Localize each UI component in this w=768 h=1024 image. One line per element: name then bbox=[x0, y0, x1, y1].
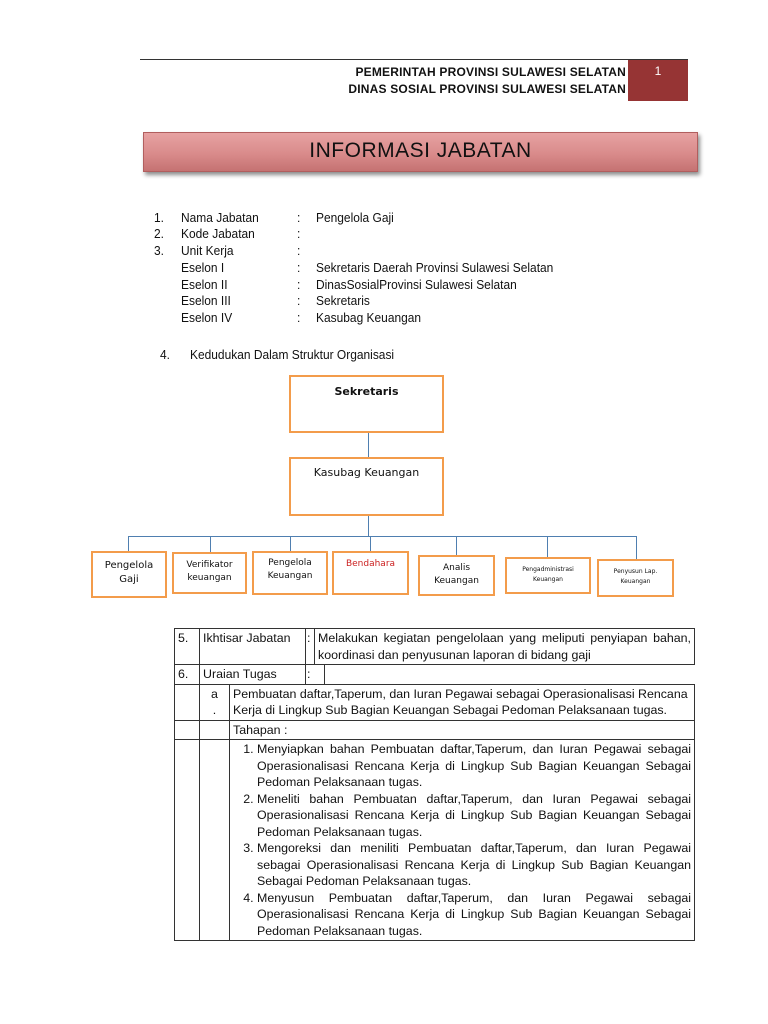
org-box-label: Sekretaris bbox=[334, 385, 399, 398]
task-table bbox=[174, 628, 695, 941]
header-rule bbox=[140, 59, 688, 60]
row-separator: : bbox=[306, 629, 315, 665]
org-connector bbox=[368, 514, 369, 537]
header-line-1: PEMERINTAH PROVINSI SULAWESI SELATAN bbox=[355, 65, 626, 79]
info-label: Unit Kerja bbox=[181, 243, 234, 258]
org-box-label: Keuangan bbox=[267, 571, 313, 581]
section-4-number: 4. bbox=[160, 347, 170, 362]
info-label: Eselon IV bbox=[181, 310, 233, 325]
tahapan-steps-cell bbox=[230, 740, 695, 941]
table-row bbox=[175, 629, 695, 665]
org-connector bbox=[456, 536, 457, 555]
info-sep: : bbox=[297, 226, 301, 241]
table-row bbox=[175, 665, 695, 685]
org-box-label: Analis bbox=[442, 563, 471, 573]
row-number: 5. bbox=[175, 629, 200, 665]
org-box-kasubag-keuangan bbox=[289, 457, 444, 516]
org-box-label: Bendahara bbox=[345, 559, 396, 569]
org-box-sekretaris bbox=[289, 375, 444, 433]
list-item: 1. Menyiapkan bahan Pembuatan daftar,Taperum, dan Iuran Pegawai sebagai Operasionalisasi Rencana Kerja di Lingkup Sub Bagian Keuangan Sebagai Pedoman Pelaksanaan tugas. bbox=[257, 741, 691, 791]
org-box-label: Keuangan bbox=[434, 576, 479, 586]
list-item: 4. Menyusun Pembuatan daftar,Taperum, dan Iuran Pegawai sebagai Operasionalisasi Rencana Kerja di Lingkup Sub Bagian Keuangan Sebagai Pedoman Pelaksanaan tugas. bbox=[257, 890, 691, 940]
org-box-verifikator-keuangan bbox=[172, 552, 247, 594]
org-connector bbox=[128, 536, 129, 551]
ikhtisar-jabatan-text: Melakukan kegiatan pengelolaan yang meliputi penyiapan bahan, koordinasi dan penyusunan laporan di bidang gaji bbox=[315, 629, 695, 665]
org-connector bbox=[636, 536, 637, 559]
header-line-2: DINAS SOSIAL PROVINSI SULAWESI SELATAN bbox=[348, 82, 626, 96]
info-num: 1. bbox=[154, 210, 164, 225]
empty-cell bbox=[175, 720, 200, 740]
info-label: Eselon II bbox=[181, 277, 228, 292]
info-sep: : bbox=[297, 243, 301, 258]
info-num: 3. bbox=[154, 243, 164, 258]
empty-cell bbox=[200, 720, 230, 740]
info-sep: : bbox=[297, 310, 301, 325]
org-box-label: Keuangan bbox=[533, 576, 563, 583]
task-letter-a: a bbox=[211, 686, 218, 701]
org-connector bbox=[547, 536, 548, 557]
org-box-label: Verifikator bbox=[186, 560, 233, 570]
org-box-pengelola-gaji bbox=[91, 551, 167, 598]
page-title: INFORMASI JABATAN bbox=[143, 132, 698, 172]
table-row bbox=[175, 740, 695, 941]
info-value: DinasSosialProvinsi Sulawesi Selatan bbox=[316, 277, 517, 292]
org-box-analis-keuangan bbox=[418, 555, 495, 596]
section-4-heading: Kedudukan Dalam Struktur Organisasi bbox=[190, 347, 395, 362]
info-label: Eselon III bbox=[181, 293, 231, 308]
org-box-pengelola-keuangan bbox=[252, 551, 328, 595]
task-letter-dot: . bbox=[212, 703, 217, 717]
row-label: Ikhtisar Jabatan bbox=[200, 629, 306, 665]
org-connector bbox=[128, 536, 637, 537]
row-separator: : bbox=[306, 665, 325, 685]
row-number: 6. bbox=[175, 665, 200, 685]
list-item: 2. Meneliti bahan Pembuatan daftar,Taperum, dan Iuran Pegawai sebagai Operasionalisasi Rencana Kerja di Lingkup Sub Bagian Keuangan Sebagai Pedoman Pelaksanaan tugas. bbox=[257, 791, 691, 841]
org-box-label: Penyusun Lap. bbox=[613, 568, 658, 575]
info-label: Eselon I bbox=[181, 260, 225, 275]
org-box-label: Gaji bbox=[119, 574, 139, 585]
info-value: Sekretaris bbox=[316, 293, 370, 308]
empty-cell bbox=[325, 665, 695, 685]
page-number: 1 bbox=[628, 60, 688, 101]
info-sep: : bbox=[297, 293, 301, 308]
org-connector bbox=[210, 536, 211, 552]
info-sep: : bbox=[297, 277, 301, 292]
info-sep: : bbox=[297, 210, 301, 225]
empty-cell bbox=[200, 740, 230, 941]
org-box-label: Keuangan bbox=[620, 578, 651, 585]
org-box-label: Kasubag Keuangan bbox=[313, 466, 420, 479]
org-connector bbox=[368, 432, 369, 459]
info-sep: : bbox=[297, 260, 301, 275]
row-label: Uraian Tugas bbox=[200, 665, 306, 685]
info-label: Nama Jabatan bbox=[181, 210, 259, 225]
tahapan-label: Tahapan : bbox=[230, 720, 695, 740]
info-num: 2. bbox=[154, 226, 164, 241]
empty-cell bbox=[175, 684, 200, 720]
tahapan-steps bbox=[233, 741, 691, 939]
info-value: Pengelola Gaji bbox=[316, 210, 394, 225]
info-label: Kode Jabatan bbox=[181, 226, 255, 241]
org-box-penyusun-lap-keuangan bbox=[597, 559, 674, 597]
org-box-label: Pengelola bbox=[268, 558, 312, 568]
org-connector bbox=[370, 536, 371, 551]
org-box-pengadministrasi-keuangan bbox=[505, 557, 591, 594]
table-row bbox=[175, 684, 695, 720]
org-box-label: keuangan bbox=[187, 573, 232, 583]
table-row bbox=[175, 720, 695, 740]
info-value: Sekretaris Daerah Provinsi Sulawesi Selatan bbox=[316, 260, 554, 275]
org-box-bendahara bbox=[332, 551, 409, 595]
list-item: 3. Mengoreksi dan meniliti Pembuatan daftar,Taperum, dan Iuran Pegawai sebagai Operasionalisasi Rencana Kerja di Lingkup Sub Bagian Keuangan Sebagai Pedoman Pelaksanaan tugas. bbox=[257, 840, 691, 890]
empty-cell bbox=[175, 740, 200, 941]
task-letter bbox=[200, 684, 230, 720]
org-box-label: Pengadministrasi bbox=[522, 566, 574, 573]
org-box-label: Pengelola bbox=[104, 560, 154, 571]
org-connector bbox=[290, 536, 291, 551]
info-value: Kasubag Keuangan bbox=[316, 310, 422, 325]
task-a-text: Pembuatan daftar,Taperum, dan Iuran Pegawai sebagai Operasionalisasi Rencana Kerja di Lingkup Sub Bagian Keuangan Sebagai Pedoman Pelaksanaan tugas. bbox=[230, 684, 695, 720]
